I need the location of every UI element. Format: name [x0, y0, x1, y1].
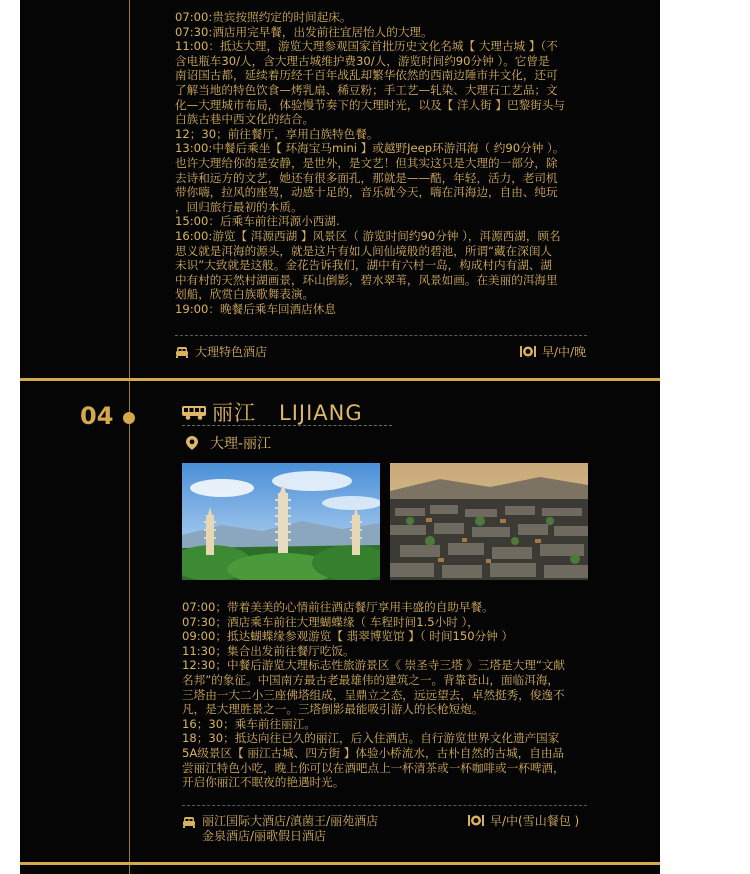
day4-hotel [182, 814, 378, 844]
itinerary-line: 去诗和远方的文艺，她还有很多面孔，那就是——酷，年轻，活力，老司机 [175, 170, 558, 185]
itinerary-line: 07:30；酒店乘车前往大理蝴蝶缘（ 车程时间1.5小时 ）， [182, 614, 479, 629]
itinerary-line: 13:00:中餐后乘坐【 环海宝马mini 】或越野Jeep环游洱海（ 约90分钟 ）。 [175, 141, 565, 156]
itinerary-line: 尝丽江特色小吃，晚上你可以在酒吧点上一杯清茶或一杯咖啡或一杯啤酒， [182, 760, 565, 775]
itinerary-line: 开启你丽江不眠夜的艳遇时光。 [182, 775, 345, 790]
day4-hotel-line: 金泉酒店/丽歌假日酒店 [202, 829, 327, 843]
itinerary-line: 11:30；集合出发前往餐厅吃饭。 [182, 643, 355, 658]
timeline-line [129, 0, 130, 874]
itinerary-line: 12；30；前往餐厅，享用白族特色餐。 [175, 126, 379, 141]
itinerary-line: 07:30:酒店用完早餐，出发前往宜居怡人的大理。 [175, 24, 433, 39]
route [186, 433, 271, 454]
itinerary-line: 15:00：后乘车前往洱源小西湖. [175, 214, 340, 229]
itinerary-line: 12:30；中餐后游览大理标志性旅游景区《 崇圣寺三塔 》三塔是大理“文献 [182, 658, 566, 673]
day-title [182, 397, 363, 427]
itinerary-line: 了解当地的特色饮食—烤乳扇、稀豆粉；手工艺—轧染、大理石工艺品；文 [175, 82, 558, 97]
itinerary-line: 划船，欣赏白族歌舞表演。 [175, 287, 315, 302]
itinerary-line: 思义就是洱海的源头，就是这片有如人间仙境般的碧池，所谓“藏在深闺人 [175, 243, 553, 258]
day3-itinerary [175, 10, 590, 316]
meal-icon [468, 814, 484, 831]
day4-divider [182, 805, 587, 806]
day4-hotel-names [202, 814, 378, 844]
itinerary-line: 名邦”的象征。中国南方最古老最雄伟的建筑之一。背靠苍山，面临洱海， [182, 672, 560, 687]
section-separator [20, 862, 660, 865]
timeline-dot [123, 412, 135, 424]
itinerary-line: 未识”大致就是这般。金花告诉我们，湖中有六村一岛，构成村内有湖、湖 [175, 258, 553, 273]
hotel-icon [175, 345, 189, 362]
itinerary-line: 三塔由一大二小三座佛塔组成，呈鼎立之态，远远望去，卓然挺秀，俊逸不 [182, 687, 565, 702]
itinerary-line: 凡，是大理胜景之一。三塔倒影最能吸引游人的长枪短炮。 [182, 702, 484, 717]
day4-meals [468, 814, 579, 831]
itinerary-line: 也许大理给你的是安静，是世外，是文艺！但其实这只是大理的一部分，除 [175, 155, 558, 170]
itinerary-line: 07:00:贵宾按照约定的时间起床。 [175, 10, 352, 24]
itinerary-line: 19:00：晚餐后乘车回酒店休息 [175, 301, 336, 316]
itinerary-line: 11:00：抵达大理，游览大理参观国家首批历史文化名城【 大理古城 】（不 [175, 39, 558, 54]
itinerary-line: ，回归旅行最初的本质。 [175, 199, 303, 214]
day3-meals-text: 早/中/晚 [542, 345, 587, 359]
day3-hotel-name: 大理特色酒店 [195, 345, 268, 359]
photo-lijiang-old-town [390, 463, 588, 580]
itinerary-line: 南诏国古都，延续着历经千百年战乱却繁华依然的西南边陲市井文化，还可 [175, 68, 558, 83]
day4-itinerary [182, 600, 592, 790]
day-number: 04 [80, 402, 114, 430]
itinerary-line: 白族古巷中西文化的结合。 [175, 112, 315, 127]
itinerary-line: 07:00；带着美美的心情前往酒店餐厅享用丰盛的自助早餐。 [182, 600, 494, 614]
itinerary-line: 09:00；抵达蝴蝶缘参观游览【 翡翠博览馆 】（ 时间150分钟 ） [182, 629, 514, 644]
itinerary-line: 18；30；抵达向往已久的丽江，后入住酒店。自行游览世界文化遗产国家 [182, 731, 560, 746]
itinerary-line: 16:00:游览【 洱源西湖 】风景区（ 游览时间约90分钟 ），洱源西湖，顾名 [175, 228, 561, 243]
location-pin-icon [186, 436, 198, 454]
meal-icon [520, 345, 536, 362]
title-underline [182, 425, 392, 426]
itinerary-line: 带你嗨，拉风的座驾，动感十足的，音乐就今天，嗨在洱海边，自由、纯玩 [175, 185, 558, 200]
itinerary-line: 含电瓶车30/人，含大理古城维护费30/人，游览时间约90分钟 ）。它曾是 [175, 53, 550, 68]
day3-meals [520, 345, 586, 362]
itinerary-line: 16；30；乘车前往丽江。 [182, 716, 316, 731]
itinerary-line: 5A级景区【 丽江古城、四方街 】体验小桥流水，古朴自然的古城，自由品 [182, 745, 565, 760]
itinerary-line: 化—大理城市布局，体验慢节奏下的大理时光，以及【 洋人街 】巴黎街头与 [175, 97, 565, 112]
itinerary-line: 中有村的天然村湖画景，环山倒影，碧水翠苇，风景如画。在美丽的洱海里 [175, 272, 558, 287]
day3-divider [175, 335, 587, 336]
route-text: 大理-丽江 [210, 436, 272, 452]
day3-hotel [175, 345, 267, 362]
section-separator [20, 378, 660, 381]
hotel-icon [182, 815, 196, 832]
day4-hotel-line: 丽江国际大酒店/滇菌王/丽苑酒店 [202, 814, 379, 828]
day4-meals-text: 早/中(雪山餐包 ) [490, 814, 580, 828]
day-title-text: 丽江 LIJIANG [212, 401, 363, 425]
bus-icon [182, 401, 206, 425]
photo-three-pagodas [182, 463, 380, 580]
